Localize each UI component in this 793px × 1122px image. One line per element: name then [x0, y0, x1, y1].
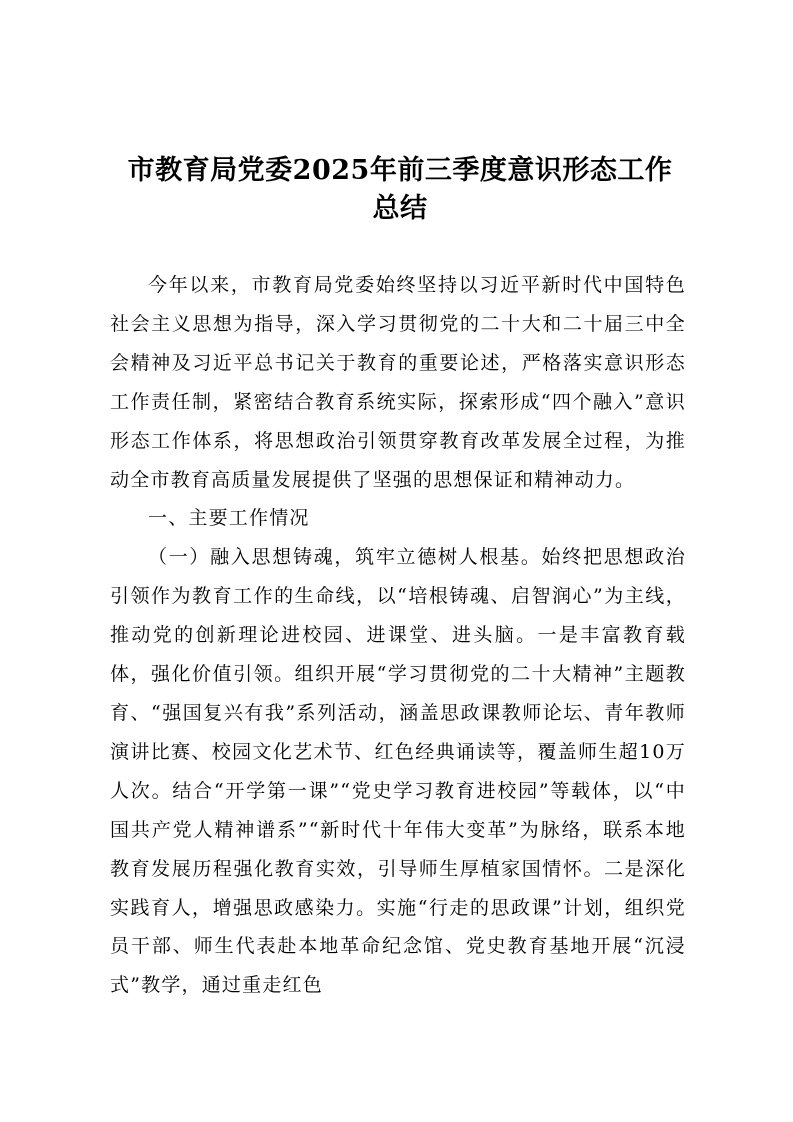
body-paragraph: （一）融入思想铸魂，筑牢立德树人根基。始终把思想政治引领作为教育工作的生命线，以“培根铸魂、启智润心”为主线，推动党的创新理论进校园、进课堂、进头脑。一是丰富教育载体，强化价值引领。组织开展“学习贯彻党的二十大精神”主题教育、“强国复兴有我”系列活动，涵盖思政课教师论坛、青年教师演讲比赛、校园文化艺术节、红色经典诵读等，覆盖师生超10万人次。结合“开学第一课”“党史学习教育进校园”等载体，以“中国共产党人精神谱系”“新时代十年伟大变革”为脉络，联系本地教育发展历程强化教育实效，引导师生厚植家国情怀。二是深化实践育人，增强思政感染力。实施“行走的思政课”计划，组织党员干部、师生代表赴本地革命纪念馆、党史教育基地开展“沉浸式”教学，通过重走红色 — [110, 546, 686, 997]
intro-paragraph: 今年以来，市教育局党委始终坚持以习近平新时代中国特色社会主义思想为指导，深入学习贯彻党的二十大和二十届三中全会精神及习近平总书记关于教育的重要论述，严格落实意识形态工作责任制，紧密结合教育系统实际，探索形成“四个融入”意识形态工作体系，将思想政治引领贯穿教育改革发展全过程，为推动全市教育高质量发展提供了坚强的思想保证和精神动力。 — [110, 274, 686, 491]
section-heading: 一、主要工作情况 — [148, 507, 310, 530]
document-title: 市教育局党委2025年前三季度意识形态工作总结 — [127, 155, 673, 224]
document-body — [110, 266, 686, 1005]
